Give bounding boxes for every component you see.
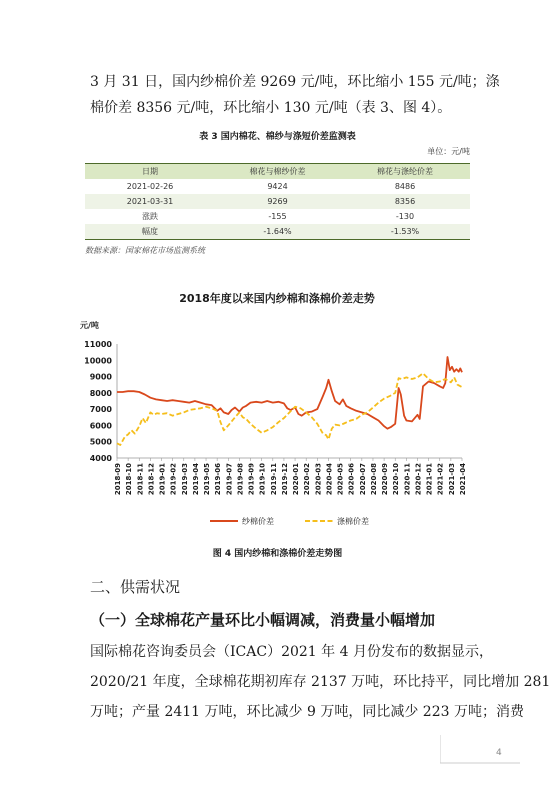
chart-y-tick-label: 7000: [89, 405, 112, 415]
page-footer-rule: [440, 735, 520, 765]
chart-x-tick-label: 2019-07: [225, 463, 234, 496]
table-row: [85, 179, 470, 194]
table-cell: 涨跌: [142, 212, 158, 221]
table-cell: 8486: [394, 182, 416, 191]
chart-x-tick-label: 2021-02: [436, 463, 445, 496]
chart-x-ticks: [114, 458, 467, 495]
section-heading: 二、供需状况: [90, 578, 181, 596]
chart-series: [117, 357, 462, 445]
table-cell: -1.53%: [390, 227, 420, 236]
table-cell: 幅度: [142, 227, 158, 236]
chart-legend-label: 涤棉价差: [337, 517, 369, 526]
chart-y-axis-label: 元/吨: [80, 321, 99, 330]
chart-y-ticks: [84, 340, 112, 463]
chart-x-tick-label: 2021-04: [459, 463, 467, 496]
chart-x-tick-label: 2020-01: [292, 463, 301, 496]
paragraph-2-line-1: 国际棉花咨询委员会（ICAC）2021 年 4 月份发布的数据显示，: [90, 644, 493, 660]
chart-x-tick-label: 2021-01: [425, 463, 434, 496]
chart-y-tick-label: 6000: [89, 421, 112, 431]
chart-x-tick-label: 2020-07: [358, 463, 367, 496]
table-row: [85, 209, 470, 224]
chart-x-tick-label: 2019-10: [258, 463, 267, 496]
paragraph-2-line-2: 2020/21 年度，全球棉花期初库存 2137 万吨，环比持平，同比增加 281: [90, 674, 551, 690]
chart-x-tick-label: 2019-06: [214, 463, 223, 496]
section-subheading: （一）全球棉花产量环比小幅调减，消费量小幅增加: [90, 611, 436, 629]
table-cell: 9269: [267, 197, 288, 206]
chart-y-tick-label: 9000: [89, 372, 112, 382]
table-cell: -1.64%: [263, 227, 292, 236]
chart-x-tick-label: 2020-10: [392, 463, 401, 496]
chart-y-tick-label: 8000: [89, 388, 112, 398]
chart-series-line: [117, 357, 462, 429]
spread-trend-chart: [0, 280, 555, 535]
paragraph-1-line-1: 3 月 31 日，国内纱棉价差 9269 元/吨，环比缩小 155 元/吨；涤: [90, 74, 500, 90]
chart-x-tick-label: 2018-09: [114, 463, 122, 496]
table-cell: 2021-03-31: [126, 197, 174, 206]
chart-x-tick-label: 2019-08: [236, 463, 245, 496]
table-header-row: [85, 164, 470, 180]
chart-x-tick-label: 2020-12: [414, 463, 423, 496]
chart-y-tick-label: 10000: [84, 356, 112, 366]
monitoring-table: [85, 163, 470, 240]
chart-legend: [210, 516, 369, 526]
chart-title: 2018年度以来国内纱棉和涤棉价差走势: [179, 292, 375, 305]
chart-y-tick-label: 11000: [84, 340, 112, 349]
paragraph-1-line-2: 棉价差 8356 元/吨，环比缩小 130 元/吨（表 3、图 4）。: [90, 100, 452, 116]
table-row: [85, 224, 470, 240]
chart-x-tick-label: 2018-12: [147, 463, 156, 496]
table-caption: 表 3 国内棉花、棉纱与涤短价差监测表: [199, 132, 356, 142]
figure-caption: 图 4 国内纱棉和涤棉价差走势图: [212, 549, 343, 559]
chart-x-tick-label: 2020-04: [325, 463, 334, 496]
chart-x-tick-label: 2020-03: [314, 463, 323, 496]
table-source: 数据来源：国家棉花市场监测系统: [85, 246, 205, 255]
chart-x-tick-label: 2018-11: [136, 463, 145, 496]
table-cell: 9424: [267, 182, 288, 191]
chart-x-tick-label: 2019-05: [203, 463, 212, 496]
table-cell: -130: [395, 212, 415, 221]
table-cell: -155: [268, 212, 287, 221]
chart-x-tick-label: 2021-03: [447, 463, 456, 496]
chart-x-tick-label: 2020-08: [369, 463, 378, 496]
chart-x-tick-label: 2019-12: [280, 463, 289, 496]
chart-x-tick-label: 2019-09: [247, 463, 256, 496]
table-row: [85, 194, 470, 209]
chart-x-tick-label: 2020-02: [303, 463, 312, 496]
chart-y-tick-label: 4000: [89, 454, 112, 463]
paragraph-2-line-3: 万吨；产量 2411 万吨，环比减少 9 万吨，同比减少 223 万吨；消费: [90, 704, 524, 720]
table-unit: 单位：元/吨: [427, 147, 470, 156]
chart-x-tick-label: 2019-02: [169, 463, 178, 496]
chart-x-tick-label: 2020-09: [381, 463, 390, 496]
table-header-date: 日期: [142, 167, 158, 176]
table-cell: 2021-02-26: [126, 182, 174, 191]
chart-y-tick-label: 5000: [89, 437, 112, 447]
chart-x-tick-label: 2019-03: [180, 463, 189, 496]
page-number: 4: [496, 748, 502, 758]
chart-x-tick-label: 2019-01: [158, 463, 167, 496]
table-header-polyester-spread: 棉花与涤纶价差: [377, 167, 433, 176]
chart-legend-label: 纱棉价差: [242, 517, 274, 526]
table-cell: 8356: [394, 197, 416, 206]
chart-x-tick-label: 2020-06: [347, 463, 356, 496]
chart-x-tick-label: 2020-11: [403, 463, 412, 496]
table-header-yarn-spread: 棉花与棉纱价差: [249, 167, 306, 176]
chart-x-tick-label: 2020-05: [336, 463, 345, 496]
chart-x-tick-label: 2019-11: [269, 463, 278, 496]
chart-x-tick-label: 2018-10: [125, 463, 134, 496]
chart-x-tick-label: 2019-04: [191, 463, 200, 496]
